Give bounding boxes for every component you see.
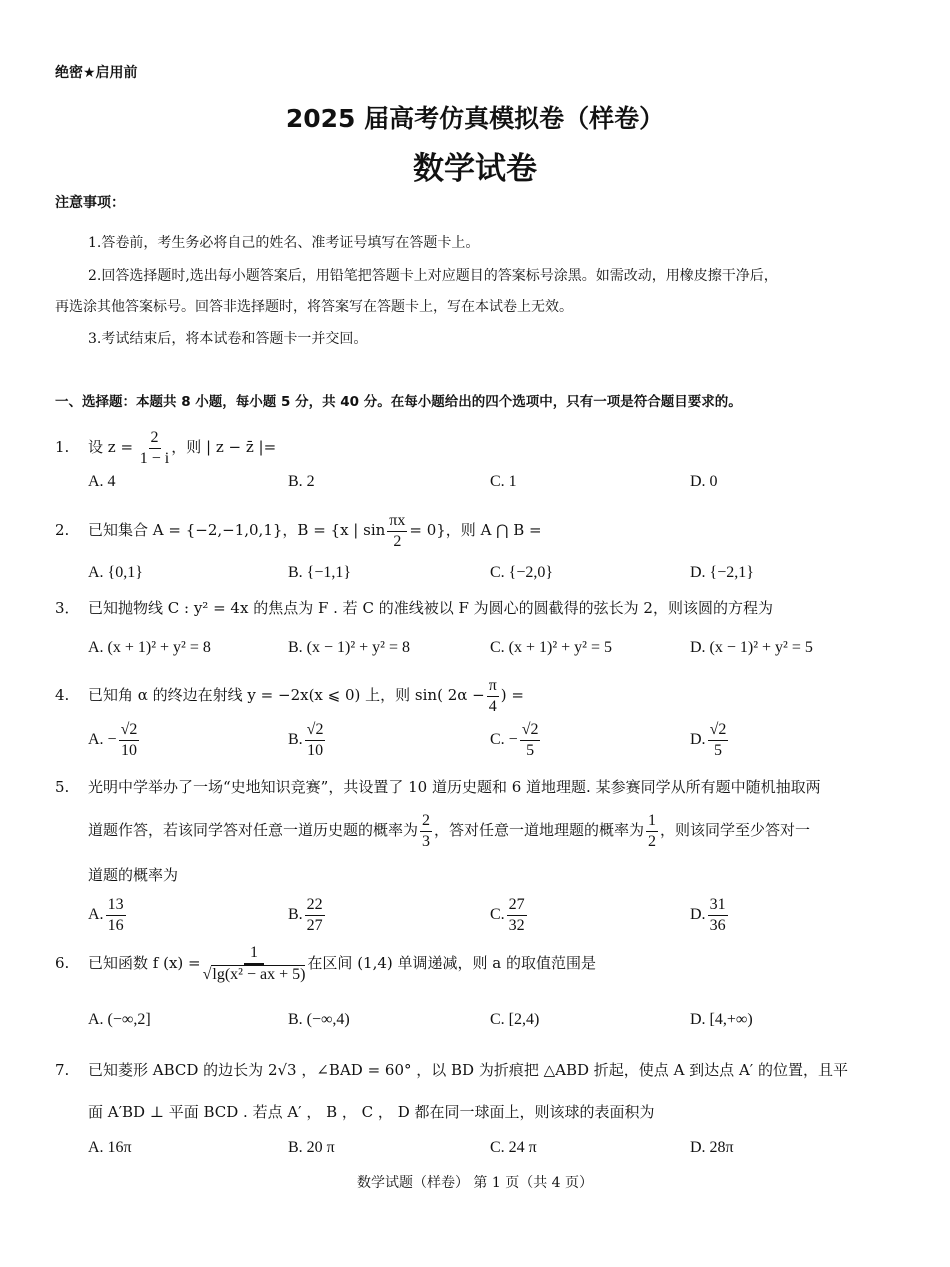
fraction: $\frac{2}{1 - i}$ xyxy=(139,428,170,467)
option-b[interactable]: B. $\frac{22}{27}$ xyxy=(288,895,323,934)
stem-text: 已知集合 A = {−2,−1,0,1}，B = {x | sin xyxy=(88,521,386,539)
note-item: 2.回答选择题时,选出每小题答案后，用铅笔把答题卡上对应题目的答案标号涂黑。如需改动，用橡皮擦干净后， xyxy=(88,268,778,284)
option-d[interactable]: D. 28π xyxy=(690,1139,734,1156)
option-b[interactable]: B. $\frac{√2}{10}$ xyxy=(288,720,324,759)
option-c[interactable]: C. $\frac{27}{32}$ xyxy=(490,895,525,934)
note-item: 3.考试结束后，将本试卷和答题卡一并交回。 xyxy=(88,331,368,347)
option-a[interactable]: A. $\frac{13}{16}$ xyxy=(88,895,124,934)
subject-title: 数学试卷 xyxy=(413,151,537,187)
note-item: 再选涂其他答案标号。回答非选择题时，将答案写在答题卡上，写在本试卷上无效。 xyxy=(55,299,573,315)
option-c[interactable]: C. − $\frac{√2}{5}$ xyxy=(490,720,539,759)
question-stem: 道题作答，若该同学答对任意一道历史题的概率为 $\frac{2}{3}$ ，答对任意一道地理题的概率为 $\frac{1}{2}$ ，则该同学至少答对一 xyxy=(88,811,811,850)
option-a[interactable]: A. {0,1} xyxy=(88,564,143,581)
option-a[interactable]: A. − $\frac{√2}{10}$ xyxy=(88,720,138,759)
question-number: 4. xyxy=(55,686,70,704)
question-number: 3． xyxy=(55,599,80,617)
question-number: 1. xyxy=(55,438,70,456)
option-c[interactable]: C. 1 xyxy=(490,473,517,490)
fraction: $\frac{\pi x}{2}$ xyxy=(389,511,406,550)
option-c[interactable]: C. 24 π xyxy=(490,1139,537,1156)
question-number: 2. xyxy=(55,521,70,539)
exam-title: 2025 届高考仿真模拟卷（样卷） xyxy=(285,104,665,133)
page-footer: 数学试题（样卷） 第 1 页（共 4 页） xyxy=(356,1175,594,1191)
option-b[interactable]: B. 20 π xyxy=(288,1139,335,1156)
notes-heading: 注意事项： xyxy=(55,195,125,211)
question-stem: 已知函数 f (x) = $\frac{1}{\text{√lg(x² − ax + 5)}}$ 在区间 (1,4) 单调递减，则 a 的取值范围是 xyxy=(88,944,596,983)
option-a[interactable]: A. (−∞,2] xyxy=(88,1011,151,1028)
fraction: $\frac{\pi}{4}$ xyxy=(488,676,497,715)
stem-text: ) = xyxy=(500,686,524,704)
option-b[interactable]: B. (x − 1)² + y² = 8 xyxy=(288,639,410,656)
stem-text: = 0}，则 A ⋂ B = xyxy=(409,521,542,539)
option-d[interactable]: D. {−2,1} xyxy=(690,564,754,581)
section-heading: 一、选择题：本题共 8 小题，每小题 5 分，共 40 分。在每小题给出的四个选项中，只有一项是符合题目要求的。 xyxy=(55,394,742,410)
question-stem: 道题的概率为 xyxy=(88,866,179,884)
stem-text: 设 z = xyxy=(88,438,138,456)
note-item: 1.答卷前，考生务必将自己的姓名、准考证号填写在答题卡上。 xyxy=(88,235,480,251)
question-number: 5. xyxy=(55,778,70,796)
confidential-label: 绝密★启用前 xyxy=(55,65,138,81)
option-c[interactable]: C. [2,4) xyxy=(490,1011,540,1028)
option-c[interactable]: C. (x + 1)² + y² = 5 xyxy=(490,639,612,656)
option-d[interactable]: D. 0 xyxy=(690,473,718,490)
question-number: 6. xyxy=(55,954,70,972)
fraction: $\frac{1}{\text{√lg(x² − ax + 5)}}$ xyxy=(202,944,306,983)
question-stem xyxy=(88,673,524,717)
stem-text: 已知角 α 的终边在射线 y = −2x(x ⩽ 0) 上，则 sin( 2α − xyxy=(88,686,485,704)
option-b[interactable]: B. {−1,1} xyxy=(288,564,352,581)
option-c[interactable]: C. {−2,0} xyxy=(490,564,554,581)
question-stem: 面 A′BD ⊥ 平面 BCD . 若点 A′ ， B ， C ， D 都在同一球面上，则该球的表面积为 xyxy=(88,1103,655,1121)
option-b[interactable]: B. (−∞,4) xyxy=(288,1011,350,1028)
option-d[interactable]: D. (x − 1)² + y² = 5 xyxy=(690,639,813,656)
option-d[interactable]: D. $\frac{31}{36}$ xyxy=(690,895,726,934)
option-a[interactable]: A. 4 xyxy=(88,473,116,490)
option-a[interactable]: A. (x + 1)² + y² = 8 xyxy=(88,639,211,656)
question-stem xyxy=(88,425,276,469)
question-stem xyxy=(88,508,542,552)
question-stem: 已知抛物线 C : y² = 4x 的焦点为 F . 若 C 的准线被以 F 为圆心的圆截得的弦长为 2，则该圆的方程为 xyxy=(88,599,773,617)
option-b[interactable]: B. 2 xyxy=(288,473,315,490)
question-stem: 光明中学举办了一场“史地知识竞赛”，共设置了 10 道历史题和 6 道地理题. 某参赛同学从所有题中随机抽取两 xyxy=(88,778,821,796)
option-d[interactable]: D. [4,+∞) xyxy=(690,1011,753,1028)
option-d[interactable]: D. $\frac{√2}{5}$ xyxy=(690,720,727,759)
question-stem: 已知菱形 ABCD 的边长为 2√3 ，∠BAD = 60° ，以 BD 为折痕把 △ABD 折起，使点 A 到达点 A′ 的位置，且平 xyxy=(88,1061,848,1079)
question-number: 7. xyxy=(55,1061,70,1079)
option-a[interactable]: A. 16π xyxy=(88,1139,132,1156)
stem-text: ，则 | z − z̄ |= xyxy=(171,438,277,456)
